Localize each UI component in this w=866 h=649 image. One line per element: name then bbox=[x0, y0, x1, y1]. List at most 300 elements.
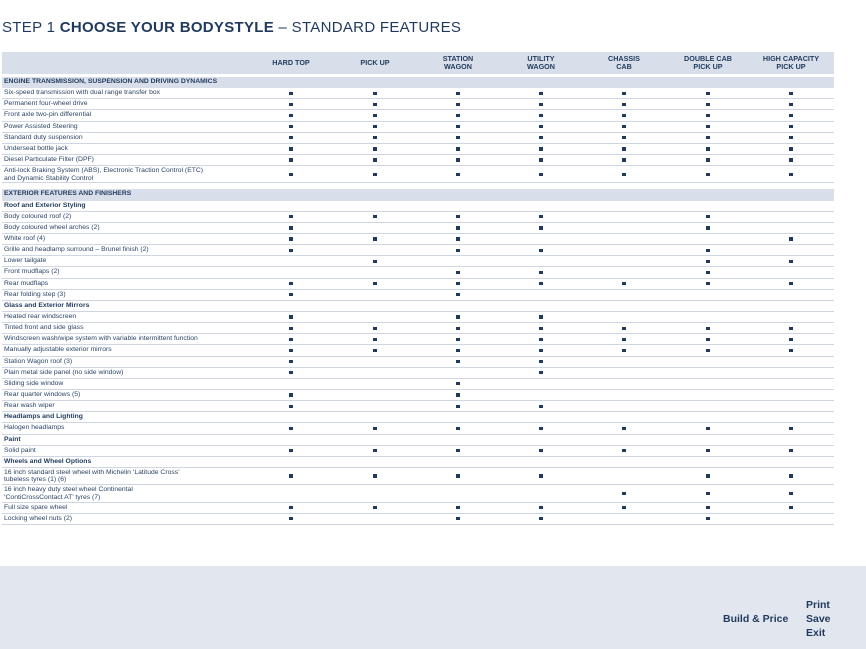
standard-feature-marker bbox=[456, 226, 459, 229]
row-label: Halogen headlamps bbox=[4, 424, 65, 432]
standard-feature-marker bbox=[456, 114, 459, 117]
standard-feature-marker bbox=[289, 371, 292, 374]
standard-feature-marker bbox=[539, 282, 542, 285]
standard-feature-marker bbox=[706, 136, 709, 139]
standard-feature-marker bbox=[289, 506, 292, 509]
feature-cell bbox=[584, 212, 664, 222]
row-label: Front mudflaps (2) bbox=[4, 268, 60, 276]
table-row bbox=[2, 468, 834, 485]
feature-cell bbox=[335, 290, 415, 300]
feature-cell bbox=[501, 223, 581, 233]
column-header: CHASSIS CAB bbox=[608, 54, 640, 71]
feature-cell bbox=[584, 357, 664, 367]
standard-feature-marker bbox=[373, 147, 376, 150]
table-row bbox=[2, 155, 834, 166]
feature-cell bbox=[501, 166, 581, 182]
standard-feature-marker bbox=[706, 173, 709, 176]
feature-cell bbox=[584, 110, 664, 120]
standard-feature-marker bbox=[622, 136, 625, 139]
standard-feature-marker bbox=[289, 315, 292, 318]
standard-feature-marker bbox=[456, 506, 459, 509]
feature-cell bbox=[418, 133, 498, 143]
feature-cell bbox=[418, 166, 498, 182]
standard-feature-marker bbox=[789, 136, 792, 139]
standard-feature-marker bbox=[706, 474, 709, 477]
standard-feature-marker bbox=[789, 492, 792, 495]
standard-feature-marker bbox=[456, 474, 459, 477]
feature-cell bbox=[251, 401, 331, 411]
feature-cell bbox=[335, 144, 415, 154]
feature-cell bbox=[751, 212, 831, 222]
standard-feature-marker bbox=[789, 349, 792, 352]
feature-cell bbox=[501, 290, 581, 300]
feature-cell bbox=[668, 401, 748, 411]
feature-cell bbox=[335, 390, 415, 400]
feature-cell bbox=[501, 368, 581, 378]
feature-cell bbox=[584, 345, 664, 355]
standard-feature-marker bbox=[706, 349, 709, 352]
standard-feature-marker bbox=[373, 92, 376, 95]
standard-feature-marker bbox=[289, 360, 292, 363]
table-row bbox=[2, 368, 834, 379]
table-row bbox=[2, 99, 834, 110]
standard-feature-marker bbox=[706, 226, 709, 229]
standard-feature-marker bbox=[539, 405, 542, 408]
feature-cell bbox=[335, 155, 415, 165]
feature-cell bbox=[501, 133, 581, 143]
row-label: Rear mudflaps bbox=[4, 279, 49, 287]
row-label: Front axle two-pin differential bbox=[4, 111, 92, 119]
section-header bbox=[2, 77, 834, 88]
feature-cell bbox=[751, 256, 831, 266]
feature-cell bbox=[418, 88, 498, 98]
feature-cell bbox=[335, 379, 415, 389]
print-button[interactable]: Print bbox=[806, 599, 830, 611]
standard-feature-marker bbox=[539, 338, 542, 341]
feature-cell bbox=[335, 312, 415, 322]
feature-cell bbox=[584, 144, 664, 154]
standard-feature-marker bbox=[456, 125, 459, 128]
feature-cell bbox=[251, 514, 331, 524]
standard-feature-marker bbox=[456, 249, 459, 252]
feature-cell bbox=[251, 485, 331, 501]
feature-cell bbox=[668, 99, 748, 109]
feature-cell bbox=[418, 446, 498, 456]
feature-cell bbox=[335, 323, 415, 333]
feature-cell bbox=[335, 334, 415, 344]
feature-cell bbox=[501, 267, 581, 277]
table-row bbox=[2, 312, 834, 323]
page-title bbox=[2, 19, 461, 36]
row-label: Rear wash wiper bbox=[4, 402, 55, 410]
feature-cell bbox=[668, 267, 748, 277]
feature-cell bbox=[584, 312, 664, 322]
feature-cell bbox=[251, 468, 331, 484]
standard-feature-marker bbox=[706, 92, 709, 95]
standard-feature-marker bbox=[373, 114, 376, 117]
feature-cell bbox=[668, 290, 748, 300]
standard-feature-marker bbox=[706, 427, 709, 430]
standard-feature-marker bbox=[706, 506, 709, 509]
standard-feature-marker bbox=[789, 260, 792, 263]
feature-cell bbox=[751, 503, 831, 513]
standard-feature-marker bbox=[622, 338, 625, 341]
feature-cell bbox=[584, 368, 664, 378]
feature-cell bbox=[668, 446, 748, 456]
feature-cell bbox=[751, 485, 831, 501]
feature-cell bbox=[751, 446, 831, 456]
row-label: Body coloured wheel arches (2) bbox=[4, 223, 100, 231]
feature-cell bbox=[584, 446, 664, 456]
row-label: Windscreen wash/wipe system with variable intermittent function bbox=[4, 335, 198, 343]
table-row bbox=[2, 503, 834, 514]
standard-feature-marker bbox=[373, 449, 376, 452]
feature-cell bbox=[668, 503, 748, 513]
feature-cell bbox=[668, 485, 748, 501]
standard-feature-marker bbox=[622, 92, 625, 95]
feature-cell bbox=[501, 401, 581, 411]
standard-feature-marker bbox=[789, 449, 792, 452]
feature-cell bbox=[668, 212, 748, 222]
feature-cell bbox=[584, 166, 664, 182]
feature-cell bbox=[418, 212, 498, 222]
standard-feature-marker bbox=[539, 125, 542, 128]
standard-feature-marker bbox=[373, 136, 376, 139]
table-row bbox=[2, 423, 834, 434]
standard-feature-marker bbox=[289, 349, 292, 352]
row-label: Glass and Exterior Mirrors bbox=[4, 301, 90, 309]
row-label: Body coloured roof (2) bbox=[4, 212, 72, 220]
row-label: 16 inch standard steel wheel with Michelin ‘Latitude Cross’ tubeless tyres (1) (6) bbox=[4, 468, 180, 484]
feature-cell bbox=[584, 133, 664, 143]
standard-feature-marker bbox=[289, 338, 292, 341]
standard-feature-marker bbox=[456, 136, 459, 139]
standard-feature-marker bbox=[289, 237, 292, 240]
feature-cell bbox=[501, 99, 581, 109]
standard-feature-marker bbox=[539, 114, 542, 117]
standard-feature-marker bbox=[539, 103, 542, 106]
feature-cell bbox=[335, 122, 415, 132]
table-row bbox=[2, 88, 834, 99]
standard-feature-marker bbox=[456, 338, 459, 341]
feature-cell bbox=[418, 514, 498, 524]
standard-feature-marker bbox=[539, 371, 542, 374]
standard-feature-marker bbox=[539, 360, 542, 363]
subsection-header bbox=[2, 301, 834, 312]
standard-feature-marker bbox=[289, 226, 292, 229]
standard-feature-marker bbox=[289, 427, 292, 430]
standard-feature-marker bbox=[456, 349, 459, 352]
feature-cell bbox=[584, 234, 664, 244]
feature-cell bbox=[335, 245, 415, 255]
row-label: Roof and Exterior Styling bbox=[4, 201, 86, 209]
feature-cell bbox=[751, 312, 831, 322]
standard-feature-marker bbox=[789, 338, 792, 341]
feature-cell bbox=[335, 99, 415, 109]
feature-cell bbox=[584, 423, 664, 433]
standard-feature-marker bbox=[539, 215, 542, 218]
feature-cell bbox=[668, 279, 748, 289]
standard-feature-marker bbox=[456, 147, 459, 150]
standard-feature-marker bbox=[539, 517, 542, 520]
standard-feature-marker bbox=[456, 427, 459, 430]
feature-cell bbox=[668, 312, 748, 322]
standard-feature-marker bbox=[456, 517, 459, 520]
standard-feature-marker bbox=[539, 249, 542, 252]
standard-feature-marker bbox=[456, 92, 459, 95]
table-row bbox=[2, 357, 834, 368]
feature-cell bbox=[584, 334, 664, 344]
feature-cell bbox=[418, 234, 498, 244]
standard-feature-marker bbox=[456, 315, 459, 318]
feature-cell bbox=[751, 379, 831, 389]
feature-cell bbox=[418, 357, 498, 367]
row-label: ENGINE TRANSMISSION, SUSPENSION AND DRIVING DYNAMICS bbox=[4, 78, 218, 85]
feature-cell bbox=[668, 88, 748, 98]
feature-cell bbox=[251, 110, 331, 120]
standard-feature-marker bbox=[456, 393, 459, 396]
feature-cell bbox=[418, 155, 498, 165]
feature-cell bbox=[418, 503, 498, 513]
feature-cell bbox=[418, 323, 498, 333]
standard-feature-marker bbox=[789, 427, 792, 430]
standard-feature-marker bbox=[373, 474, 376, 477]
feature-cell bbox=[251, 446, 331, 456]
standard-feature-marker bbox=[373, 237, 376, 240]
feature-cell bbox=[501, 345, 581, 355]
standard-feature-marker bbox=[789, 474, 792, 477]
standard-feature-marker bbox=[373, 327, 376, 330]
row-label: Rear folding step (3) bbox=[4, 290, 66, 298]
feature-cell bbox=[251, 390, 331, 400]
table-row bbox=[2, 212, 834, 223]
row-label: Headlamps and Lighting bbox=[4, 413, 83, 421]
feature-cell bbox=[251, 345, 331, 355]
feature-cell bbox=[501, 379, 581, 389]
feature-cell bbox=[584, 279, 664, 289]
standard-feature-marker bbox=[706, 338, 709, 341]
feature-cell bbox=[501, 312, 581, 322]
feature-cell bbox=[335, 446, 415, 456]
feature-cell bbox=[751, 290, 831, 300]
feature-cell bbox=[251, 334, 331, 344]
standard-feature-marker bbox=[539, 349, 542, 352]
feature-cell bbox=[251, 223, 331, 233]
feature-cell bbox=[668, 166, 748, 182]
standard-feature-marker bbox=[622, 349, 625, 352]
feature-cell bbox=[418, 245, 498, 255]
row-label: Full size spare wheel bbox=[4, 503, 68, 511]
table-row bbox=[2, 401, 834, 412]
feature-cell bbox=[418, 256, 498, 266]
feature-cell bbox=[668, 468, 748, 484]
feature-cell bbox=[418, 110, 498, 120]
standard-feature-marker bbox=[622, 327, 625, 330]
table-row bbox=[2, 379, 834, 390]
standard-feature-marker bbox=[539, 327, 542, 330]
standard-feature-marker bbox=[373, 158, 376, 161]
section-header bbox=[2, 189, 834, 200]
standard-feature-marker bbox=[289, 173, 292, 176]
feature-cell bbox=[251, 312, 331, 322]
table-row bbox=[2, 514, 834, 525]
feature-cell bbox=[668, 357, 748, 367]
standard-feature-marker bbox=[289, 327, 292, 330]
feature-cell bbox=[501, 514, 581, 524]
feature-cell bbox=[584, 379, 664, 389]
standard-feature-marker bbox=[706, 327, 709, 330]
standard-feature-marker bbox=[373, 103, 376, 106]
table-row bbox=[2, 110, 834, 121]
feature-cell bbox=[668, 256, 748, 266]
standard-feature-marker bbox=[539, 474, 542, 477]
feature-cell bbox=[335, 133, 415, 143]
feature-cell bbox=[584, 223, 664, 233]
feature-cell bbox=[251, 144, 331, 154]
feature-cell bbox=[668, 245, 748, 255]
feature-cell bbox=[751, 357, 831, 367]
standard-feature-marker bbox=[539, 427, 542, 430]
feature-cell bbox=[251, 503, 331, 513]
standard-feature-marker bbox=[289, 393, 292, 396]
feature-cell bbox=[751, 234, 831, 244]
feature-cell bbox=[501, 423, 581, 433]
feature-cell bbox=[335, 166, 415, 182]
feature-cell bbox=[251, 166, 331, 182]
feature-cell bbox=[751, 390, 831, 400]
feature-cell bbox=[335, 345, 415, 355]
standard-feature-marker bbox=[539, 147, 542, 150]
table-row bbox=[2, 290, 834, 301]
column-header: PICK UP bbox=[360, 58, 390, 67]
feature-cell bbox=[251, 379, 331, 389]
standard-feature-marker bbox=[456, 282, 459, 285]
standard-feature-marker bbox=[289, 215, 292, 218]
feature-cell bbox=[668, 379, 748, 389]
standard-feature-marker bbox=[789, 158, 792, 161]
feature-cell bbox=[418, 368, 498, 378]
feature-cell bbox=[335, 234, 415, 244]
feature-cell bbox=[251, 212, 331, 222]
save-button[interactable]: Save bbox=[806, 613, 831, 625]
standard-feature-marker bbox=[373, 173, 376, 176]
table-row bbox=[2, 323, 834, 334]
standard-feature-marker bbox=[622, 427, 625, 430]
feature-cell bbox=[668, 223, 748, 233]
feature-cell bbox=[751, 88, 831, 98]
standard-feature-marker bbox=[622, 103, 625, 106]
standard-feature-marker bbox=[789, 92, 792, 95]
standard-feature-marker bbox=[789, 125, 792, 128]
standard-feature-marker bbox=[622, 158, 625, 161]
standard-feature-marker bbox=[456, 293, 459, 296]
feature-cell bbox=[335, 212, 415, 222]
feature-cell bbox=[335, 256, 415, 266]
feature-cell bbox=[418, 312, 498, 322]
standard-feature-marker bbox=[373, 427, 376, 430]
standard-feature-marker bbox=[789, 506, 792, 509]
standard-feature-marker bbox=[289, 125, 292, 128]
feature-cell bbox=[501, 234, 581, 244]
feature-cell bbox=[335, 223, 415, 233]
feature-cell bbox=[751, 514, 831, 524]
feature-cell bbox=[751, 144, 831, 154]
feature-cell bbox=[335, 503, 415, 513]
standard-feature-marker bbox=[289, 249, 292, 252]
feature-cell bbox=[584, 256, 664, 266]
feature-cell bbox=[418, 144, 498, 154]
standard-feature-marker bbox=[706, 147, 709, 150]
standard-feature-marker bbox=[706, 492, 709, 495]
row-label: Plain metal side panel (no side window) bbox=[4, 368, 124, 376]
feature-cell bbox=[668, 133, 748, 143]
feature-cell bbox=[668, 110, 748, 120]
row-label: Permanent four-wheel drive bbox=[4, 100, 88, 108]
feature-cell bbox=[751, 133, 831, 143]
row-label: Diesel Particulate Filter (DPF) bbox=[4, 155, 94, 163]
feature-cell bbox=[668, 423, 748, 433]
row-label: Manually adjustable exterior mirrors bbox=[4, 346, 112, 354]
feature-cell bbox=[418, 122, 498, 132]
feature-cell bbox=[584, 155, 664, 165]
feature-cell bbox=[251, 368, 331, 378]
feature-cell bbox=[501, 468, 581, 484]
standard-feature-marker bbox=[456, 327, 459, 330]
subsection-header bbox=[2, 457, 834, 468]
feature-cell bbox=[668, 323, 748, 333]
row-label: Anti-lock Braking System (ABS), Electronic Traction Control (ETC) and Dynamic Stability Control bbox=[4, 167, 204, 182]
column-header: HIGH CAPACITY PICK UP bbox=[762, 54, 820, 71]
column-header: HARD TOP bbox=[272, 58, 310, 67]
standard-feature-marker bbox=[373, 506, 376, 509]
feature-cell bbox=[418, 290, 498, 300]
features-table bbox=[2, 77, 834, 525]
row-label: Standard duty suspension bbox=[4, 133, 83, 141]
standard-feature-marker bbox=[289, 92, 292, 95]
build-price-button[interactable]: Build & Price bbox=[723, 613, 789, 625]
standard-feature-marker bbox=[706, 103, 709, 106]
feature-cell bbox=[501, 485, 581, 501]
feature-cell bbox=[584, 245, 664, 255]
feature-cell bbox=[584, 514, 664, 524]
feature-cell bbox=[335, 514, 415, 524]
feature-cell bbox=[668, 514, 748, 524]
standard-feature-marker bbox=[706, 114, 709, 117]
feature-cell bbox=[501, 212, 581, 222]
standard-feature-marker bbox=[706, 215, 709, 218]
feature-cell bbox=[251, 133, 331, 143]
feature-cell bbox=[751, 155, 831, 165]
feature-cell bbox=[501, 155, 581, 165]
feature-cell bbox=[584, 485, 664, 501]
feature-cell bbox=[335, 357, 415, 367]
row-label: Lower tailgate bbox=[4, 257, 47, 265]
standard-feature-marker bbox=[456, 103, 459, 106]
title-main: CHOOSE YOUR BODYSTYLE bbox=[59, 19, 275, 36]
feature-cell bbox=[418, 267, 498, 277]
feature-cell bbox=[501, 245, 581, 255]
exit-button[interactable]: Exit bbox=[806, 627, 826, 639]
standard-feature-marker bbox=[539, 92, 542, 95]
feature-cell bbox=[751, 323, 831, 333]
feature-cell bbox=[751, 99, 831, 109]
row-label: Heated rear windscreen bbox=[4, 312, 77, 320]
column-header: DOUBLE CAB PICK UP bbox=[684, 54, 732, 71]
table-row bbox=[2, 279, 834, 290]
feature-cell bbox=[251, 357, 331, 367]
standard-feature-marker bbox=[789, 282, 792, 285]
feature-cell bbox=[751, 423, 831, 433]
